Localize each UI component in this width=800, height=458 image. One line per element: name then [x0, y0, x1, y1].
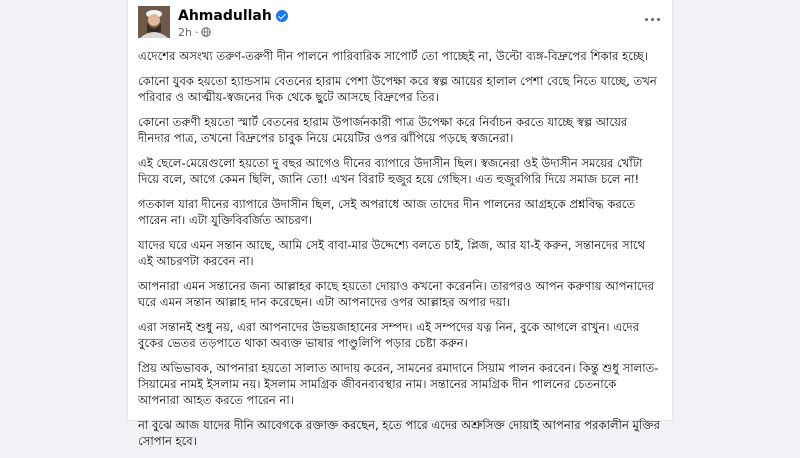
meta-separator: ·: [194, 25, 199, 39]
avatar-image: [138, 6, 170, 38]
post-paragraph: এরা সন্তানই শুধু নয়, এরা আপনাদের উভয়জাহানের সম্পদ। এই সম্পদের যত্ন নিন, বুকে আগলে রাখুন। এদের বুকের ভেতর তড়পাতে থাকা অব্যক্ত ভাষার পাণ্ডুলিপি পড়ার চেষ্টা করুন।: [138, 320, 640, 350]
post-paragraph: গতকাল যারা দীনের ব্যাপারে উদাসীন ছিল, সেই অপরাধে আজ তাদের দীন পালনের আগ্রহকে প্রশ্নবিদ্ধ করতে পারেন না। এটা যুক্তিবিবর্জিত আচরণ।: [138, 197, 636, 227]
avatar[interactable]: [138, 6, 170, 38]
post-paragraph: আপনারা এমন সন্তানের জন্য আল্লাহর কাছে হয়তো দোয়াও কখনো করেননি। তারপরও আপন করুণায় আপনাদের ঘরে এমন সন্তান আল্লাহ দান করেছেন। এটা আপনাদের ওপর আল্লাহর অপার দয়া।: [138, 279, 655, 309]
post-paragraph: এদেশের অসংখ্য তরুণ-তরুণী দীন পালনে পারিবারিক সাপোর্ট তো পাচ্ছেই না, উল্টো ব্যঙ্গ-বিদ্রুপের শিকার হচ্ছে।: [138, 49, 649, 63]
author-name[interactable]: Ahmadullah: [178, 8, 272, 24]
verified-badge-icon: [276, 10, 288, 22]
post-card: [128, 0, 672, 448]
post-paragraph: এই ছেলে-মেয়েগুলো হয়তো দু বছর আগেও দীনের ব্যাপারে উদাসীন ছিল। স্বজনেরা ওই উদাসীন সময়ের খোঁটা দিয়ে বলে, আগে কেমন ছিলি, জানি তো! এখন বিরাট হুজুর হয়ে গেছিস। এত হুজুরগিরি দিয়ে সমাজ চলে না!: [138, 156, 643, 186]
dot: [651, 18, 654, 21]
post-time[interactable]: 2h: [178, 25, 192, 39]
post-meta: [178, 26, 211, 38]
more-options-icon[interactable]: [642, 12, 662, 26]
post-paragraph: প্রিয় অভিভাবক, আপনারা হয়তো সালাত আদায় করেন, সামনের রমাদানে সিয়াম পালন করবেন। কিন্তু শুধু সালাত-সিয়ামের নামই ইসলাম নয়। ইসলাম সামগ্রিক জীবনব্যবস্থার নাম। সন্তানের সামগ্রিক দীন পালনের চেতনাকে আপনারা আহত করতে পারেন না।: [138, 361, 659, 407]
globe-icon: [201, 27, 211, 37]
post-paragraph: কোনো যুবক হয়তো হ্যান্ডসাম বেতনের হারাম পেশা উপেক্ষা করে স্বল্প আয়ের হালাল পেশা বেছে নিতে যাচ্ছে, তখন পরিবার ও আত্মীয়-স্বজনের দিক থেকে ছুটে আসছে বিদ্রুপের তির।: [138, 74, 657, 104]
dot: [645, 18, 648, 21]
dot: [657, 18, 660, 21]
post-header: [128, 0, 672, 44]
post-paragraph: কোনো তরুণী হয়তো স্মার্ট বেতনের হারাম উপার্জনকারী পাত্র উপেক্ষা করে নির্বাচন করতে যাচ্ছে স্বল্প আয়ের দীনদার পাত্র, তখনো বিদ্রুপের চাবুক নিয়ে মেয়েটির ওপর ঝাঁপিয়ে পড়ছে স্বজনেরা।: [138, 115, 628, 145]
post-paragraph: যাদের ঘরে এমন সন্তান আছে, আমি সেই বাবা-মার উদ্দেশ্যে বলতে চাই, প্লিজ, আর যা-ই করুন, সন্তানদের সাথে এই আচরণটা করবেন না।: [138, 238, 646, 268]
author-line: [178, 8, 288, 24]
post-paragraph: না বুঝে আজ যাদের দীনি আবেগকে রক্তাক্ত করছেন, হতে পারে এদের অশ্রুসিক্ত দোয়াই আপনার পরকালীন মুক্তির সোপান হবে।: [138, 418, 660, 448]
post-body: [138, 48, 660, 458]
